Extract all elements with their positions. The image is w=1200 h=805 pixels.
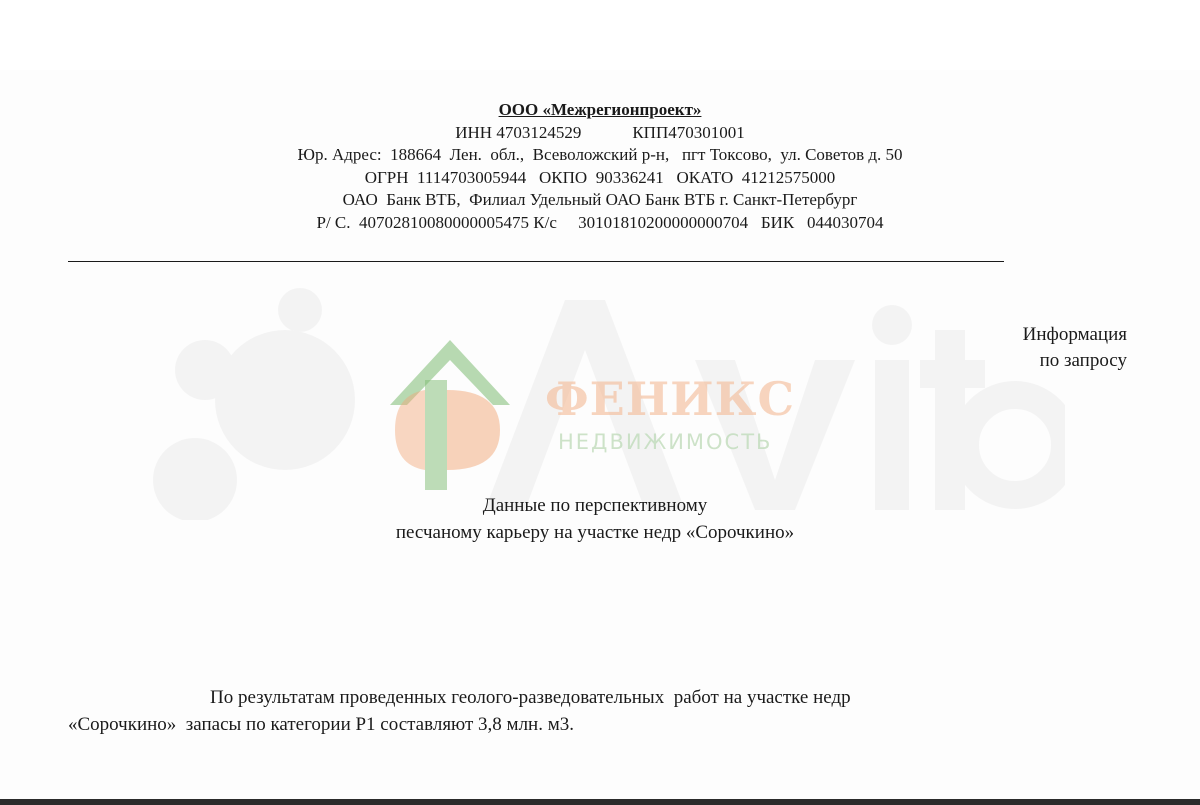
- inn-kpp-line: ИНН 4703124529 КПП470301001: [455, 122, 745, 142]
- registration-codes-line: ОГРН 1114703005944 ОКПО 90336241 ОКАТО 41212575000: [364, 167, 836, 187]
- title-line-2: песчаному карьеру на участке недр «Сорочкино»: [395, 522, 795, 543]
- letterhead-divider: [68, 261, 1004, 262]
- title-line-1: Данные по перспективному: [482, 495, 708, 516]
- document-body: [68, 684, 1068, 738]
- bank-line: ОАО Банк ВТБ, Филиал Удельный ОАО Банк ВТБ г. Санкт-Петербург: [342, 190, 858, 209]
- body-line-1: По результатам проведенных геолого-разведовательных работ на участке недр: [210, 687, 851, 708]
- page-bottom-edge: [0, 799, 1200, 805]
- document-title: [0, 492, 1190, 546]
- feniks-watermark-name: ФЕНИКС: [545, 372, 796, 426]
- feniks-watermark-subtitle: НЕДВИЖИМОСТЬ: [558, 430, 773, 454]
- letterhead: [0, 99, 1200, 234]
- info-request-line-1: Информация: [1022, 324, 1127, 345]
- body-line-2: «Сорочкино» запасы по категории Р1 составляют 3,8 млн. м3.: [68, 714, 574, 735]
- info-request-line-2: по запросу: [1039, 350, 1127, 371]
- company-name: ООО «Межрегионпроект»: [498, 100, 702, 119]
- address-line: Юр. Адрес: 188664 Лен. обл., Всеволожский р-н, пгт Токсово, ул. Советов д. 50: [297, 145, 903, 164]
- accounts-line: Р/ С. 40702810080000005475 К/с 30101810200000000704 БИК 044030704: [316, 212, 884, 232]
- info-request-block: [1023, 322, 1127, 374]
